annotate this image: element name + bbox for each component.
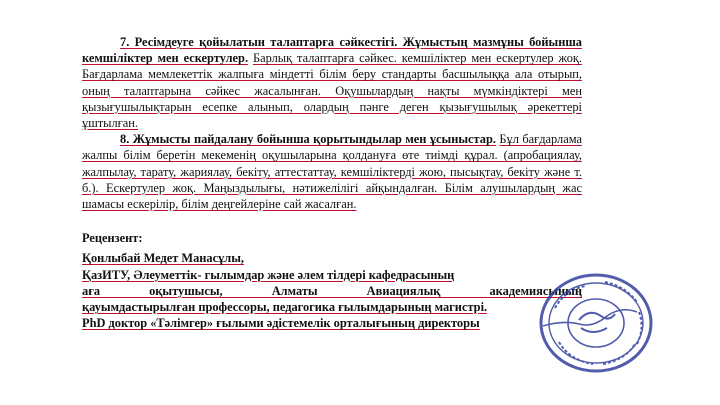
reviewer-affiliation-3: қауымдастырылған профессоры, педагогика ғылымдарының магистрі. xyxy=(82,300,488,315)
reviewer-block xyxy=(82,230,582,331)
reviewer-affiliation-4: PhD доктор «Тәлімгер» ғылыми әдістемелік орталығының директоры xyxy=(82,316,480,331)
section-7-heading: 7. Ресімдеуге қойылатын талаптарға сәйкестігі. Жұмыстың мазмұны бойынша кемшіліктер мен ескертулер. xyxy=(82,35,582,66)
round-seal-stamp-icon xyxy=(535,268,657,378)
section-7-paragraph xyxy=(82,34,582,131)
section-8-paragraph xyxy=(82,131,582,212)
section-7-body: Барлық талаптарға сәйкес. кемшіліктер мен ескертулер жоқ. Бағдарлама мемлекеттік жалпыға міндетті білім беру стандарты басшылыққа ала отырып, оның талаптарына сәйкес жасалынған. Оқушылардың нақты мүмкіндіктері мен қызығушылықтарын есепке алынып, олардың пәнге деген қызығушылық әрекеттері ұштылған. xyxy=(82,51,583,131)
reviewer-affiliation-1: ҚазИТУ, Әлеуметтік- гылымдар және әлем тілдері кафедрасының xyxy=(82,267,455,282)
document-page xyxy=(82,34,582,331)
reviewer-affiliation-2: аға оқытушысы, Алматы Авиациялық академиясының xyxy=(82,283,582,298)
reviewer-name: Қонлыбай Медет Манасұлы, xyxy=(82,251,245,266)
section-8-heading: 8. Жұмысты пайдалану бойынша қорытындылар мен ұсыныстар. xyxy=(120,132,496,147)
reviewer-label: Рецензент: xyxy=(82,231,143,246)
section-8-body: Бұл бағдарлама жалпы білім беретін мекеменің оқушыларына қолдануға өте тиімді құрал. (апробациялау, жалпылау, тарату, жариялау, бекіту, аттестаттау, кемшіліктерді жою, пысықтау, бекіту және т. б.). Ескертулер жоқ. Маңыздылығы, нәтижелілігі айқындалған. Білім алушылардың жас шамасы ескерілір, білім деңгейлеріне сай жасалған. xyxy=(82,132,582,212)
